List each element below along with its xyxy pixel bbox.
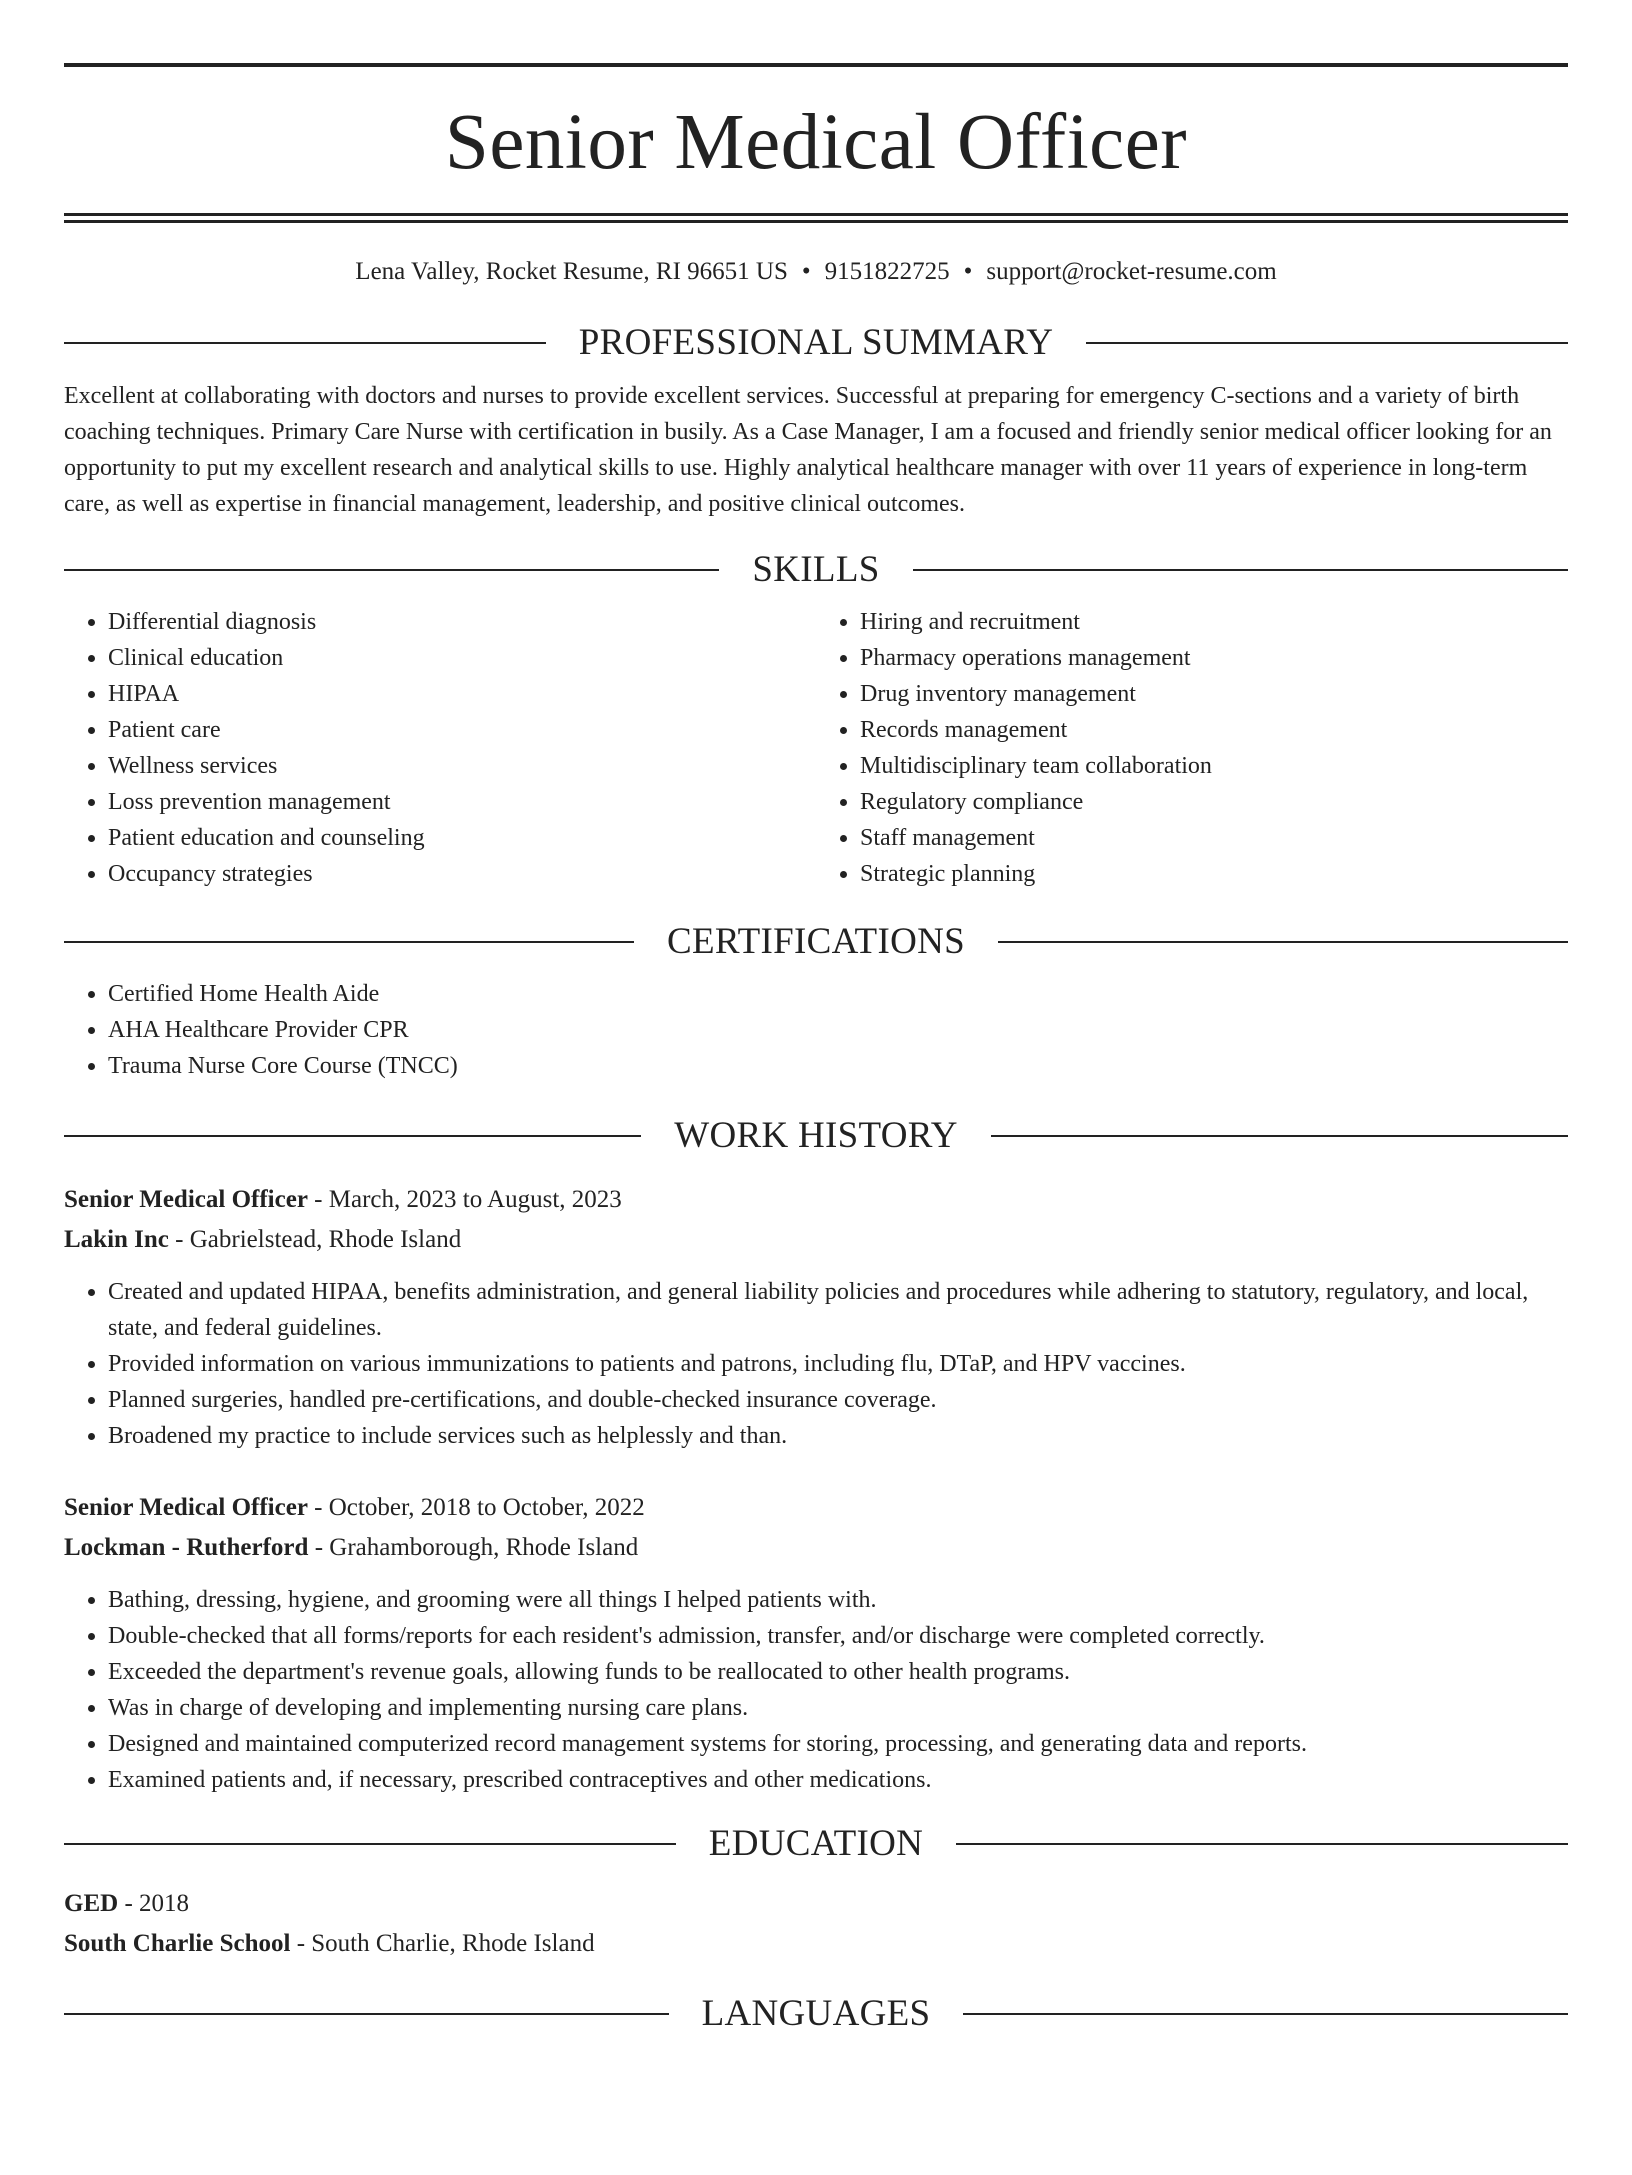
- contact-phone: 9151822725: [824, 258, 950, 285]
- education-degree: GED: [64, 1890, 119, 1917]
- skills-column-right: [816, 604, 1568, 892]
- resume-name: Senior Medical Officer: [444, 99, 1188, 186]
- skill-item: • Regulatory compliance: [860, 784, 1568, 820]
- skill-item: • Differential diagnosis: [108, 604, 816, 640]
- job-bullets: [64, 1582, 1568, 1798]
- education-entry: [64, 1884, 1568, 1964]
- skill-item: • Records management: [860, 712, 1568, 748]
- section-title-skills: SKILLS: [752, 549, 880, 590]
- section-rule: [1086, 342, 1568, 344]
- contact-line: [64, 257, 1568, 287]
- skill-item: • Drug inventory management: [860, 676, 1568, 712]
- double-rule: [64, 213, 1568, 223]
- job-bullet: • Provided information on various immunizations to patients and patrons, including flu, DTaP, and HPV vaccines.: [108, 1346, 1568, 1382]
- skills-list: [64, 604, 1568, 892]
- skill-item: • Occupancy strategies: [108, 856, 816, 892]
- job-bullet: • Designed and maintained computerized record management systems for storing, processing, and generating data and reports.: [108, 1726, 1568, 1762]
- section-rule: [64, 569, 719, 571]
- section-rule: [64, 2013, 669, 2015]
- skill-item: • Wellness services: [108, 748, 816, 784]
- section-rule: [998, 941, 1568, 943]
- skill-item: • Patient care: [108, 712, 816, 748]
- job-title-line: [64, 1488, 1568, 1528]
- contact-email: support@rocket-resume.com: [986, 258, 1277, 285]
- section-title-languages: LANGUAGES: [701, 1993, 931, 2034]
- certification-item: • AHA Healthcare Provider CPR: [108, 1012, 1568, 1048]
- section-rule: [64, 1135, 641, 1137]
- job-title: Senior Medical Officer: [64, 1186, 308, 1213]
- job-title-line: [64, 1180, 1568, 1220]
- skill-item: • Loss prevention management: [108, 784, 816, 820]
- skill-item: • Pharmacy operations management: [860, 640, 1568, 676]
- skill-item: • Clinical education: [108, 640, 816, 676]
- education-school-line: [64, 1924, 1568, 1964]
- job-entry: [64, 1488, 1568, 1798]
- job-entry: [64, 1180, 1568, 1454]
- job-location: - Gabrielstead, Rhode Island: [168, 1226, 462, 1253]
- summary-text: Excellent at collaborating with doctors and nurses to provide excellent services. Successful at preparing for emergency C-sections and a variety of birth coaching techniques. Primary Care Nurse with certification in busily. As a Case Manager, I am a focused and friendly senior medical officer looking for an opportunity to put my excellent research and analytical skills to use. Highly analytical healthcare manager with over 11 years of experience in long-term care, as well as expertise in financial management, leadership, and positive clinical outcomes.: [64, 383, 1552, 517]
- section-header-summary: [64, 323, 1568, 363]
- section-rule: [963, 2013, 1568, 2015]
- job-company-line: [64, 1528, 1568, 1568]
- job-company-line: [64, 1220, 1568, 1260]
- job-company: Lockman - Rutherford: [64, 1534, 309, 1561]
- contact-separator: •: [801, 258, 811, 285]
- section-header-skills: [64, 550, 1568, 590]
- certifications-list: [64, 976, 1568, 1084]
- certification-item: • Certified Home Health Aide: [108, 976, 1568, 1012]
- job-bullet: • Created and updated HIPAA, benefits administration, and general liability policies and procedures while adhering to statutory, regulatory, and local, state, and federal guidelines.: [108, 1274, 1568, 1346]
- top-rule: [64, 63, 1568, 67]
- job-bullets: [64, 1274, 1568, 1454]
- job-bullet: • Bathing, dressing, hygiene, and grooming were all things I helped patients with.: [108, 1582, 1568, 1618]
- section-header-work-history: [64, 1116, 1568, 1156]
- skill-item: • Multidisciplinary team collaboration: [860, 748, 1568, 784]
- skill-item: • HIPAA: [108, 676, 816, 712]
- section-title-certifications: CERTIFICATIONS: [667, 921, 965, 962]
- section-header-languages: [64, 1994, 1568, 2034]
- contact-address: Lena Valley, Rocket Resume, RI 96651 US: [355, 258, 788, 285]
- section-header-education: [64, 1824, 1568, 1864]
- contact-separator: •: [963, 258, 973, 285]
- section-title-work-history: WORK HISTORY: [674, 1115, 958, 1156]
- section-rule: [913, 569, 1568, 571]
- skill-item: • Hiring and recruitment: [860, 604, 1568, 640]
- job-title: Senior Medical Officer: [64, 1494, 308, 1521]
- skills-column-left: [64, 604, 816, 892]
- job-bullet: • Examined patients and, if necessary, prescribed contraceptives and other medications.: [108, 1762, 1568, 1798]
- job-bullet: • Was in charge of developing and implementing nursing care plans.: [108, 1690, 1568, 1726]
- section-rule: [64, 342, 546, 344]
- section-rule: [956, 1843, 1568, 1845]
- skill-item: • Patient education and counseling: [108, 820, 816, 856]
- section-title-education: EDUCATION: [708, 1823, 924, 1864]
- education-degree-line: [64, 1884, 1568, 1924]
- skill-item: • Strategic planning: [860, 856, 1568, 892]
- certification-item: • Trauma Nurse Core Course (TNCC): [108, 1048, 1568, 1084]
- job-bullet: • Planned surgeries, handled pre-certifications, and double-checked insurance coverage.: [108, 1382, 1568, 1418]
- skill-item: • Staff management: [860, 820, 1568, 856]
- education-location: - South Charlie, Rhode Island: [290, 1930, 595, 1957]
- section-rule: [64, 1843, 676, 1845]
- job-bullet: • Exceeded the department's revenue goals, allowing funds to be reallocated to other health programs.: [108, 1654, 1568, 1690]
- job-company: Lakin Inc: [64, 1226, 169, 1253]
- education-year: - 2018: [118, 1890, 190, 1917]
- job-dates: - March, 2023 to August, 2023: [307, 1186, 622, 1213]
- section-rule: [991, 1135, 1568, 1137]
- education-school: South Charlie School: [64, 1930, 291, 1957]
- section-header-certifications: [64, 922, 1568, 962]
- job-location: - Grahamborough, Rhode Island: [308, 1534, 639, 1561]
- job-bullet: • Broadened my practice to include services such as helplessly and than.: [108, 1418, 1568, 1454]
- section-title-summary: PROFESSIONAL SUMMARY: [578, 322, 1054, 363]
- job-dates: - October, 2018 to October, 2022: [307, 1494, 645, 1521]
- job-bullet: • Double-checked that all forms/reports for each resident's admission, transfer, and/or discharge were completed correctly.: [108, 1618, 1568, 1654]
- section-rule: [64, 941, 634, 943]
- resume-page: [0, 63, 1632, 2175]
